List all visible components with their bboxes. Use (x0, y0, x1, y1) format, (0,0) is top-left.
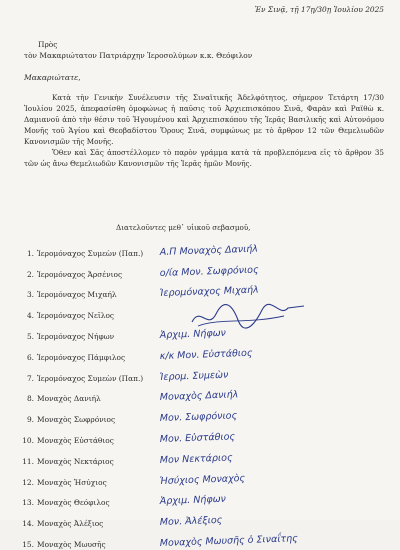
signatory-row (18, 529, 388, 550)
signatory-row (18, 508, 388, 529)
signatory-number: 5. (26, 331, 34, 341)
signatory-row (18, 404, 388, 425)
signatory-name: Ἱερομόναχος Ἀρσένιος (37, 269, 123, 279)
handwritten-signature: Ἀρχιμ. Νήφων (159, 327, 227, 341)
signatory-row (18, 363, 388, 384)
handwritten-signature: Μοναχὸς Μωυσῆς ὁ Σιναΐτης (159, 533, 298, 549)
signatory-number: 7. (26, 373, 34, 383)
signatory-row (18, 488, 388, 509)
signatory-row (18, 467, 388, 488)
salutation: Μακαριώτατε, (24, 73, 81, 82)
signatory-number: 11. (22, 456, 34, 466)
signatory-row (18, 321, 388, 342)
signatory-name: Μοναχὸς Θεόφιλος (37, 498, 110, 508)
letter-body (24, 92, 384, 169)
signatory-name: Μοναχὸς Μωυσῆς (37, 539, 106, 549)
handwritten-signature: Μον Νεκτάριος (159, 452, 233, 466)
signatory-row (18, 425, 388, 446)
handwritten-signature: Ἡσύχιος Μοναχὸς (159, 472, 246, 487)
signatory-row (18, 342, 388, 363)
handwritten-signature: Ἀρχιμ. Νήφων (159, 494, 227, 508)
signatory-name: Μοναχὸς Σωφρόνιος (37, 415, 116, 425)
signatory-row (18, 384, 388, 405)
handwritten-signature: Ἱερομόναχος Μιχαήλ (159, 284, 259, 300)
handwritten-signature: κ/κ Μον. Εὐστάθιος (159, 347, 253, 362)
recipient-name: τὸν Μακαριώτατον Πατριάρχην Ἱεροσολύμων κ.κ. Θεόφιλον (24, 51, 253, 60)
signatory-row (18, 238, 388, 259)
signatory-row (18, 280, 388, 301)
signatory-number: 1. (26, 248, 34, 258)
signatory-number: 4. (26, 311, 34, 321)
signatory-row (18, 259, 388, 280)
signatory-number: 3. (26, 290, 34, 300)
body-paragraph-2: Ὅθεν καὶ Σᾶς ἀποστέλλομεν τὸ παρὸν γράμμα κατὰ τὰ προβλεπόμενα εἰς τὸ ἄρθρον 35 τῶν ὡς ἄνω Θεμελιωδῶν Κανονισμῶν τῆς Ἱερᾶς ἡμῶν Μονῆς. (24, 148, 384, 168)
closing-line: Διατελοῦντες μεθ᾽ υἱικοῦ σεβασμοῦ, (116, 223, 251, 232)
signatory-name: Μοναχὸς Εὐστάθιος (37, 435, 114, 445)
signatory-name: Ἱερομόναχος Νήφων (37, 331, 115, 341)
handwritten-signature: Μον. Ἀλέξιος (159, 514, 223, 529)
signatory-number: 8. (26, 394, 34, 404)
signatory-number: 10. (22, 435, 34, 445)
letter-date: Ἐν Σινᾷ, τῇ 17ῃ/30ῃ Ἰουλίου 2025 (254, 5, 384, 14)
recipient-block (24, 39, 252, 61)
signatory-number: 12. (22, 477, 34, 487)
signatory-number: 9. (26, 415, 34, 425)
body-paragraph-1: Κατὰ τὴν Γενικὴν Συνέλευσιν τῆς Σιναϊτικῆς Ἀδελφότητος, σήμερον Τετάρτη 17/30 Ἰουλίου 2025, ἀπεφασίσθη ὁμοφώνως ἡ παῦσις τοῦ Ἀρχιεπισκόπου Σινᾶ, Φαρὰν καὶ Ραϊθὼ κ. Δαμιανοῦ ἀπὸ τὴν θέσιν τοῦ Ἡγουμένου καὶ Ἀρχιεπισκόπου τῆς Ἱερᾶς Βασιλικῆς καὶ Αὐτονόμου Μονῆς τοῦ Ἁγίου καὶ Θεοβαδίστου Ὄρους Σινᾶ, συμφώνως με τὸ ἄρθρον 12 τῶν Θεμελιωδῶν Κανονισμῶν τῆς Μονῆς. (24, 93, 384, 146)
handwritten-signature: Α.Π Μοναχὸς Δανιήλ (159, 243, 259, 258)
signatory-name: Ἱερομόναχος Συμεὼν (Παπ.) (37, 248, 144, 258)
signatory-name: Ἱερομόναχος Νεῖλος (37, 311, 115, 321)
signatory-name: Μοναχὸς Ἡσύχιος (37, 477, 107, 487)
recipient-preposition: Πρὸς (38, 40, 58, 49)
signatory-name: Ἱερομόναχος Μιχαήλ (37, 290, 117, 300)
signatory-name: Ἱερομόναχος Πάμφιλος (37, 352, 126, 362)
signatory-number: 13. (22, 498, 34, 508)
signatory-row (18, 446, 388, 467)
signatory-number: 2. (26, 269, 34, 279)
signatory-row (18, 300, 388, 321)
signatory-name: Μοναχὸς Ἀλέξιος (37, 519, 104, 529)
signatory-number: 14. (22, 519, 34, 529)
signatory-number: 15. (22, 539, 34, 549)
handwritten-signature: Μοναχὸς Δανιήλ (159, 389, 239, 404)
handwritten-signature: Μον. Εὐστάθιος (159, 431, 236, 445)
handwritten-signature: Μον. Σωφρόνιος (159, 410, 238, 425)
signatory-name: Μοναχὸς Νεκτάριος (37, 456, 114, 466)
signatory-name: Μοναχὸς Δανιήλ (37, 394, 101, 404)
signatory-number: 6. (26, 352, 34, 362)
handwritten-signature: Ἱερομ. Συμεὼν (159, 369, 229, 383)
signatory-name: Ἱερομόναχος Συμεὼν (Παπ.) (37, 373, 144, 383)
signatories-list (18, 238, 388, 550)
handwritten-signature: ο/ία Μον. Σωφρόνιος (159, 264, 259, 279)
